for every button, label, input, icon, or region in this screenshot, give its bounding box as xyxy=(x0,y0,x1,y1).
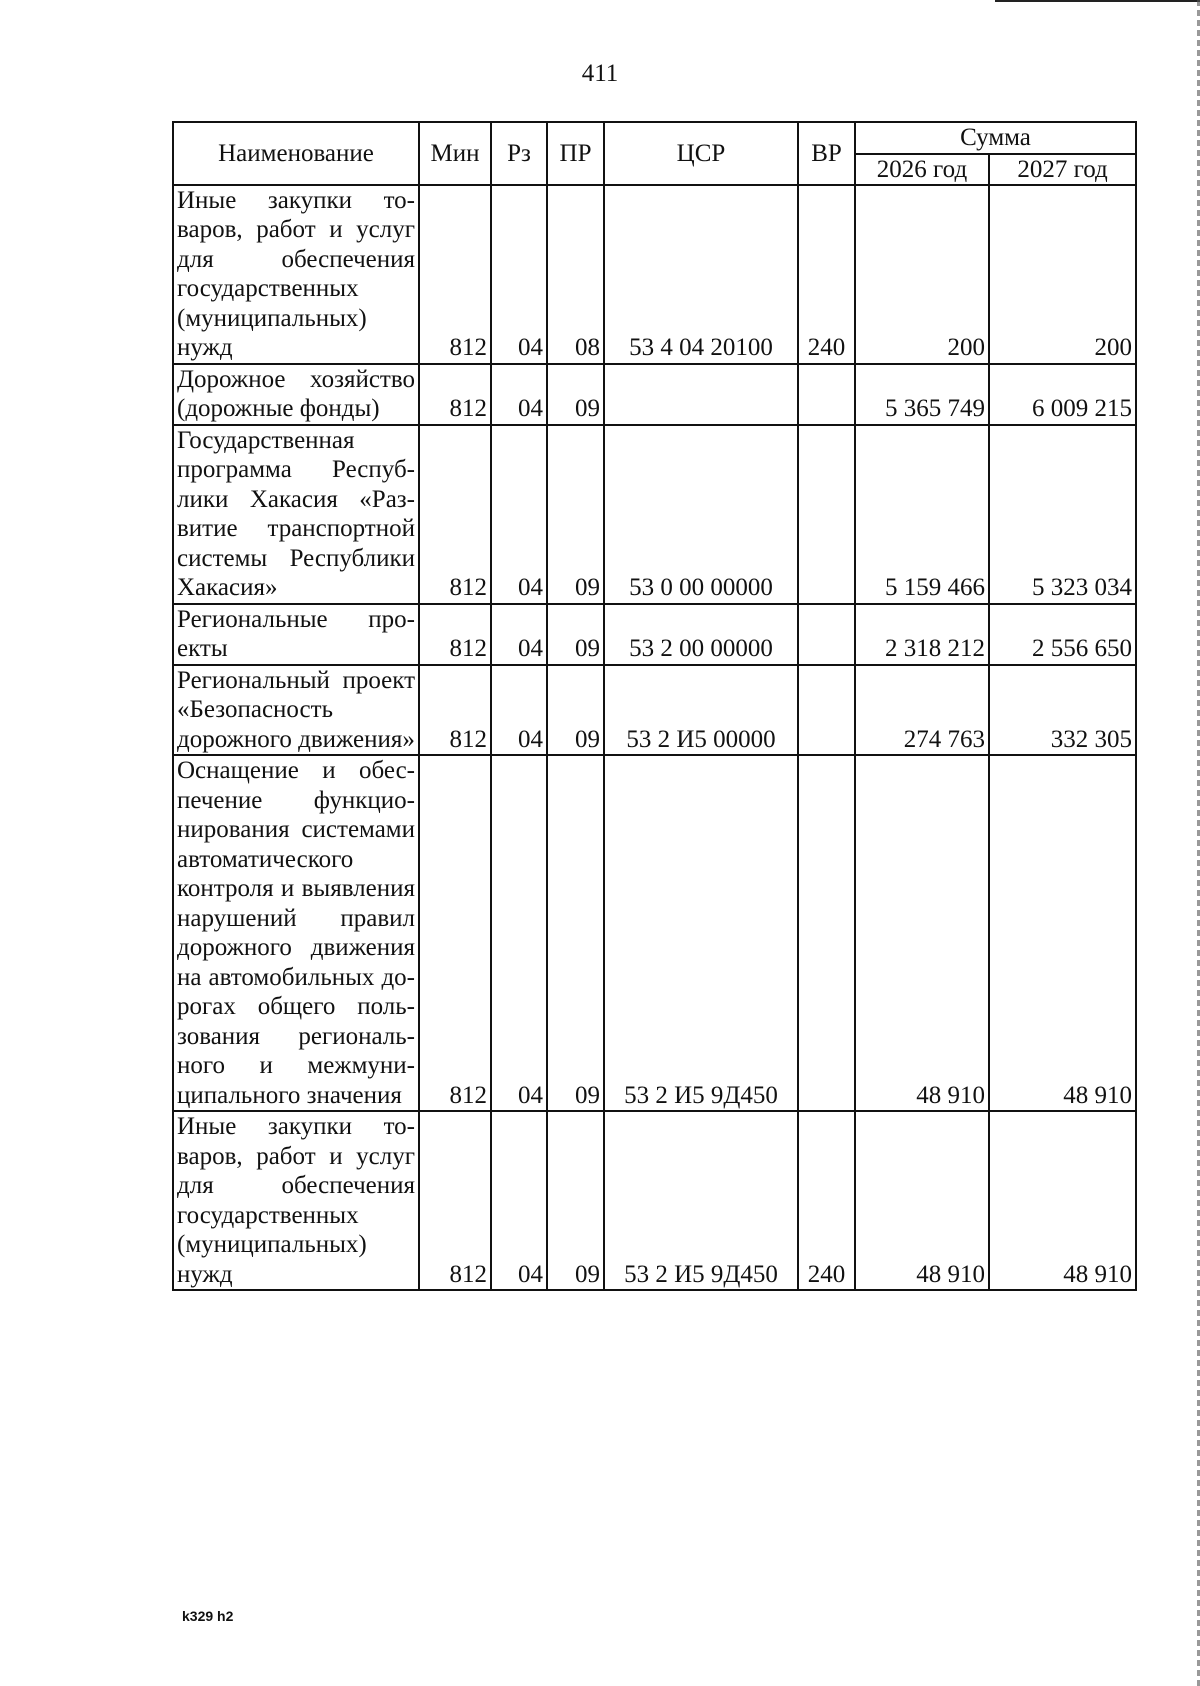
cell-min: 812 xyxy=(419,755,491,1111)
cell-pr: 09 xyxy=(547,755,604,1111)
cell-csr: 53 2 И5 9Д450 xyxy=(604,1111,798,1290)
cell-min: 812 xyxy=(419,364,491,425)
cell-name: Дорожное хозяйство (дорожные фонды) xyxy=(173,364,419,425)
header-min: Мин xyxy=(419,122,491,185)
table-row xyxy=(173,185,1136,364)
table-row xyxy=(173,604,1136,665)
cell-name: Иные закупки товаров, работ и услуг для обеспечения государственных (муниципальных) нужд xyxy=(173,1111,419,1290)
cell-2026: 5 365 749 xyxy=(855,364,989,425)
cell-csr: 53 4 04 20100 xyxy=(604,185,798,364)
header-name: Наименование xyxy=(173,122,419,185)
cell-vr xyxy=(798,425,855,604)
cell-rz: 04 xyxy=(491,1111,547,1290)
cell-2027: 48 910 xyxy=(989,1111,1136,1290)
budget-table xyxy=(172,121,1137,1291)
cell-csr: 53 0 00 00000 xyxy=(604,425,798,604)
cell-rz: 04 xyxy=(491,665,547,756)
cell-2027: 6 009 215 xyxy=(989,364,1136,425)
cell-pr: 09 xyxy=(547,364,604,425)
header-year-2026: 2026 год xyxy=(855,154,989,185)
cell-name: Оснащение и обеспечение функционирования системами автоматического контроля и выявления нарушений правил дорожного движения на автомобильных дорогах общего пользования регионального и межмуниципального значения xyxy=(173,755,419,1111)
cell-2027: 200 xyxy=(989,185,1136,364)
cell-2027: 48 910 xyxy=(989,755,1136,1111)
cell-2026: 274 763 xyxy=(855,665,989,756)
cell-min: 812 xyxy=(419,425,491,604)
cell-rz: 04 xyxy=(491,185,547,364)
cell-pr: 09 xyxy=(547,1111,604,1290)
cell-pr: 09 xyxy=(547,425,604,604)
cell-2026: 48 910 xyxy=(855,755,989,1111)
table-row xyxy=(173,755,1136,1111)
table-row xyxy=(173,1111,1136,1290)
cell-pr: 09 xyxy=(547,665,604,756)
top-edge-rule xyxy=(995,0,1200,2)
header-rz: Рз xyxy=(491,122,547,185)
header-csr: ЦСР xyxy=(604,122,798,185)
table-row xyxy=(173,665,1136,756)
cell-2027: 2 556 650 xyxy=(989,604,1136,665)
header-vr: ВР xyxy=(798,122,855,185)
header-sum: Сумма xyxy=(855,122,1136,154)
cell-rz: 04 xyxy=(491,425,547,604)
header-year-2027: 2027 год xyxy=(989,154,1136,185)
table-row xyxy=(173,425,1136,604)
table-row xyxy=(173,364,1136,425)
cell-vr: 240 xyxy=(798,185,855,364)
cell-name: Иные закупки товаров, работ и услуг для обеспечения государственных (муниципальных) нужд xyxy=(173,185,419,364)
cell-csr: 53 2 00 00000 xyxy=(604,604,798,665)
cell-vr xyxy=(798,604,855,665)
cell-pr: 08 xyxy=(547,185,604,364)
cell-name: Государственная программа Республики Хакасия «Развитие транспортной системы Республики Хакасия» xyxy=(173,425,419,604)
cell-vr xyxy=(798,665,855,756)
cell-csr: 53 2 И5 9Д450 xyxy=(604,755,798,1111)
cell-rz: 04 xyxy=(491,364,547,425)
cell-pr: 09 xyxy=(547,604,604,665)
cell-2026: 200 xyxy=(855,185,989,364)
footer-code: k329 h2 xyxy=(182,1608,234,1624)
cell-min: 812 xyxy=(419,1111,491,1290)
cell-name: Региональные проекты xyxy=(173,604,419,665)
table-body xyxy=(173,185,1136,1291)
cell-min: 812 xyxy=(419,185,491,364)
header-pr: ПР xyxy=(547,122,604,185)
cell-2027: 5 323 034 xyxy=(989,425,1136,604)
cell-csr: 53 2 И5 00000 xyxy=(604,665,798,756)
page-number: 411 xyxy=(581,60,619,87)
cell-min: 812 xyxy=(419,665,491,756)
cell-vr: 240 xyxy=(798,1111,855,1290)
cell-2027: 332 305 xyxy=(989,665,1136,756)
cell-rz: 04 xyxy=(491,604,547,665)
cell-vr xyxy=(798,364,855,425)
cell-2026: 2 318 212 xyxy=(855,604,989,665)
cell-csr xyxy=(604,364,798,425)
cell-vr xyxy=(798,755,855,1111)
cell-min: 812 xyxy=(419,604,491,665)
table-header xyxy=(173,122,1136,185)
cell-rz: 04 xyxy=(491,755,547,1111)
cell-2026: 5 159 466 xyxy=(855,425,989,604)
cell-name: Региональный проект «Безопасность дорожного движения» xyxy=(173,665,419,756)
cell-2026: 48 910 xyxy=(855,1111,989,1290)
